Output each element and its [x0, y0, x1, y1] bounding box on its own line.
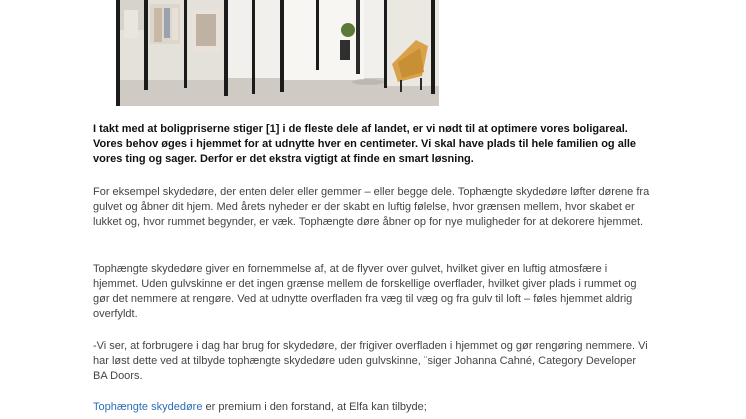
quote-paragraph: -Vi ser, at forbrugere i dag har brug for skydedøre, der frigiver overfladen i hjemmet og gør rengøring nemmere. Vi har løst dette ved at tilbyde tophængte skydedøre uden gulvskinne, ¨siger Johanna Cahné, Category Developer BA Doors. — [93, 340, 648, 382]
sliding-doors-illustration — [116, 0, 439, 106]
tophaengte-skydedoere-link[interactable]: Tophængte skydedøre — [93, 401, 203, 413]
body-paragraph-floor-rail: Tophængte skydedøre giver en fornemmelse af, at de flyver over gulvet, hvilket giver en luftig atmosfære i hjemmet. Uden gulvskinne er det ingen grænse mellem de forskellige overflader, hvilket giver plads i rummet og gør det nemmere at rengøre. Ved at udnytte overfladen fra væg til væg og fra gulv til loft – føles hjemmet aldrig overfyldt. — [93, 263, 637, 320]
body-paragraph-sliding-doors: For eksempel skydedøre, der enten deler eller gemmer – eller begge dele. Tophængte skydedøre løfter dørene fra gulvet og åbner dit hjem. Med årets nyheder er der skabt en luftig følelse, hvor grænsen mellem, hvor skabet er lukket og, hvor rummet begynder, er væk. Tophængte døre åbner op for nye muligheder for at dekorere hjemmet. — [93, 186, 650, 228]
body-paragraph-premium — [93, 400, 653, 415]
premium-text: er premium i den forstand, at Elfa kan tilbyde; — [202, 401, 427, 413]
lead-paragraph: I takt med at boligpriserne stiger [1] i de fleste dele af landet, er vi nødt til at optimere vores boligareal. Vores behov øges i hjemmet for at udnytte hver en centimeter. Vi skal have plads til hele familien og alle vores ting og sager. Derfor er det ekstra vigtigt at finde en smart løsning. — [93, 123, 637, 165]
interior-photo — [116, 0, 439, 106]
